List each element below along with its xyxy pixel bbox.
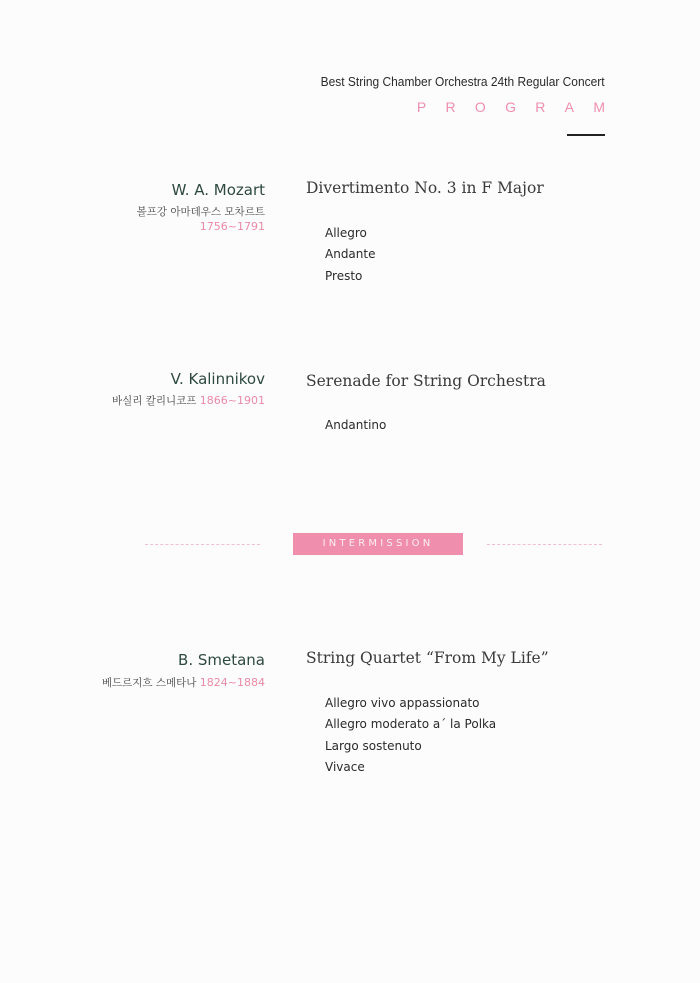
composer-korean-line — [112, 393, 265, 408]
composer-years: 1824~1884 — [199, 676, 265, 689]
movement-item: Andante — [325, 247, 376, 262]
movement-item: Allegro vivo appassionato — [325, 696, 480, 710]
composer-korean-name: 바실리 칼리니코프 — [111, 395, 197, 407]
program-title: PROGRAM — [416, 99, 625, 115]
title-underline — [567, 134, 605, 136]
composer-korean-name: 볼프강 아마데우스 모차르트 — [136, 206, 265, 218]
movement-item: Presto — [325, 268, 363, 283]
composer-name: W. A. Mozart — [171, 181, 265, 199]
composer-korean-name: 베드르지흐 스메타나 — [101, 677, 197, 689]
movement-item: Allegro moderato a´ la Polka — [325, 717, 497, 732]
composer-name: V. Kalinnikov — [170, 370, 265, 388]
composer-name: B. Smetana — [178, 651, 265, 669]
movement-item: Andantino — [325, 418, 387, 432]
intermission-badge: INTERMISSION — [293, 533, 463, 555]
movement-list — [325, 693, 496, 779]
intermission-divider-left — [145, 544, 260, 545]
movement-item: Largo sostenuto — [325, 738, 422, 753]
composer-korean-line — [102, 675, 265, 690]
work-title: String Quartet “From My Life” — [306, 649, 549, 667]
movement-list — [325, 415, 386, 436]
work-title: Serenade for String Orchestra — [306, 372, 546, 390]
concert-subtitle: Best String Chamber Orchestra 24th Regular Concert — [321, 74, 605, 89]
movement-list — [325, 223, 375, 287]
movement-item: Vivace — [325, 760, 365, 775]
composer-years: 1756~1791 — [199, 220, 265, 233]
composer-years: 1866~1901 — [199, 394, 265, 407]
intermission-divider-right — [487, 544, 602, 545]
movement-item: Allegro — [325, 226, 367, 240]
work-title: Divertimento No. 3 in F Major — [306, 179, 544, 197]
